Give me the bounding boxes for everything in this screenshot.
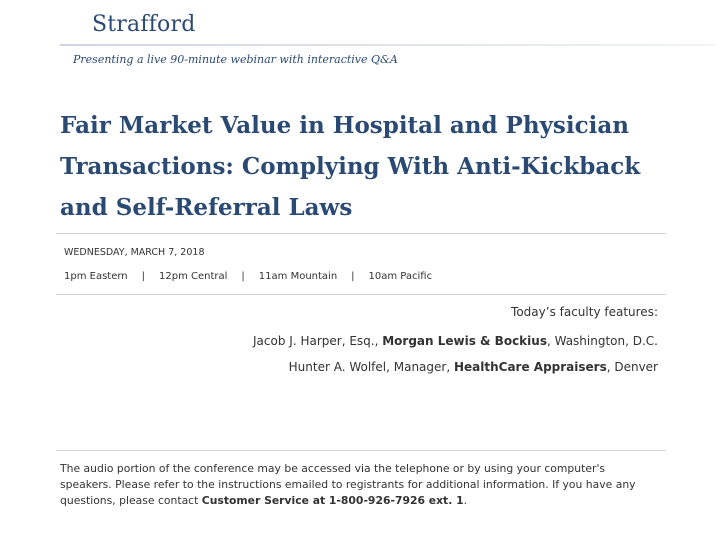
speaker-harper: [253, 334, 658, 348]
faculty-intro: Today’s faculty features:: [511, 305, 658, 319]
time-central: 12pm Central: [159, 271, 228, 282]
customer-service-contact: Customer Service at 1-800-926-7926 ext. 1: [201, 494, 464, 507]
speaker-organization: HealthCare Appraisers: [453, 360, 607, 374]
time-eastern: 1pm Eastern: [64, 271, 128, 282]
title-line-1: Fair Market Value in Hospital and Physician: [60, 112, 629, 139]
footer-text: The audio portion of the conference may be accessed via the telephone or by using your computer's speakers. Please refer to the instructions emailed to registrants for additional information. If you have any questions, please contact: [60, 462, 636, 507]
strafford-logo: Strafford: [92, 12, 196, 37]
page-title: [60, 105, 670, 228]
webinar-times: [64, 271, 432, 282]
time-mountain: 11am Mountain: [258, 271, 338, 282]
divider-bottom: [56, 450, 666, 451]
speaker-organization: Morgan Lewis & Bockius: [382, 334, 547, 348]
webinar-tagline: Presenting a live 90-minute webinar with interactive Q&A: [73, 53, 398, 66]
divider-top: [56, 233, 666, 234]
time-separator: |: [241, 271, 245, 282]
time-pacific: 10am Pacific: [368, 271, 433, 282]
footer-end: .: [463, 494, 468, 507]
time-separator: |: [351, 271, 355, 282]
speaker-wolfel: [289, 360, 658, 374]
title-line-2: Transactions: Complying With Anti-Kickback: [60, 153, 641, 180]
divider-middle: [56, 294, 666, 295]
title-line-3: and Self-Referral Laws: [60, 194, 353, 221]
speaker-location: , Washington, D.C.: [546, 334, 658, 348]
time-separator: |: [141, 271, 146, 282]
speaker-name: Jacob J. Harper, Esq.,: [253, 334, 383, 348]
webinar-date: WEDNESDAY, MARCH 7, 2018: [64, 247, 205, 258]
header-divider: [60, 44, 716, 46]
speaker-name: Hunter A. Wolfel, Manager,: [288, 360, 454, 374]
speaker-location: , Denver: [606, 360, 658, 374]
audio-instructions: [60, 461, 660, 509]
